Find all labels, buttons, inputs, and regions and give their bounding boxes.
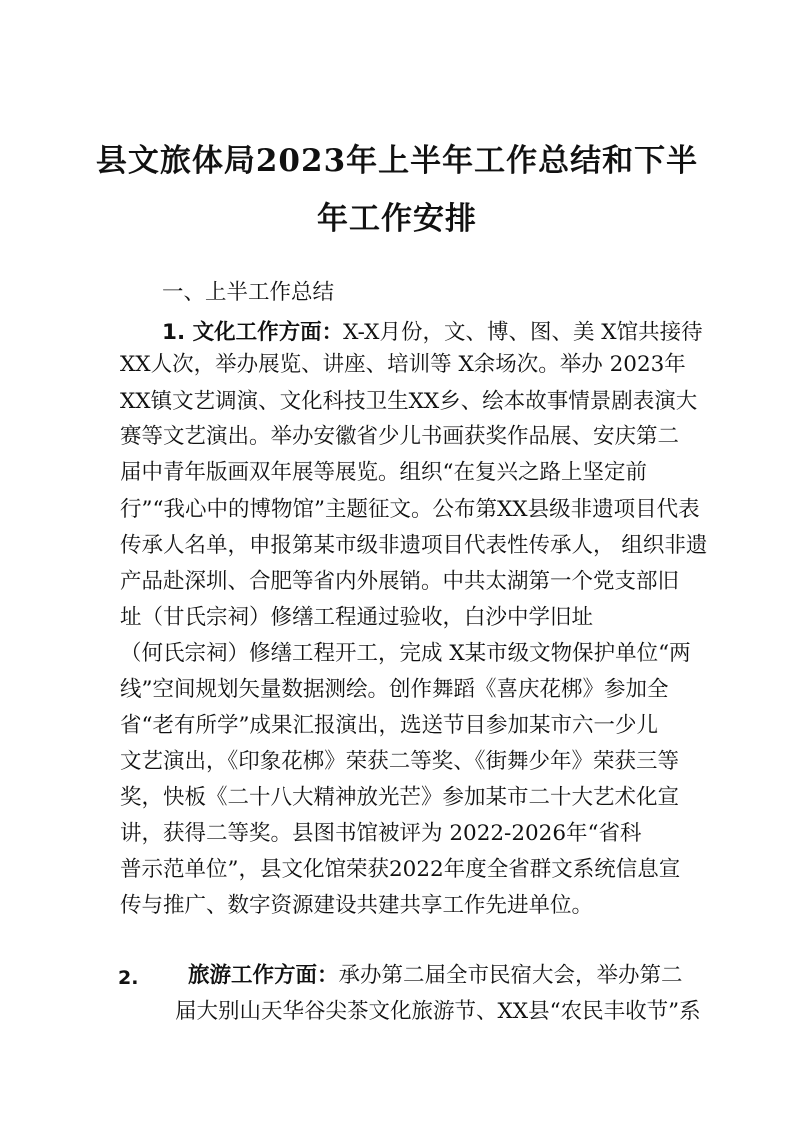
paragraph-line: XX人次，举办展览、讲座、培训等 X余场次。举办 2023年 xyxy=(120,352,686,377)
paragraph-line: 省“老有所学”成果汇报演出，选送节目参加某市六一少儿 xyxy=(120,713,658,738)
document-title-line-1: 县文旅体局2023年上半年工作总结和下半 xyxy=(95,143,699,179)
paragraph-line: 传与推广、数字资源建设共建共享工作先进单位。 xyxy=(120,893,594,918)
item2-first-line xyxy=(188,961,683,991)
item2-number: 2. xyxy=(118,967,139,989)
item1-label: 1. 文化工作方面： xyxy=(162,320,344,345)
paragraph-line: 址（甘氏宗祠）修缮工程通过验收，白沙中学旧址 xyxy=(120,605,594,630)
item1-first-line xyxy=(162,318,703,348)
section-heading: 一、上半工作总结 xyxy=(162,280,335,305)
paragraph-line: 讲，获得二等奖。县图书馆被评为 2022-2026年“省科 xyxy=(120,821,642,846)
paragraph-line: 赛等文艺演出。举办安徽省少儿书画获奖作品展、安庆第二 xyxy=(120,424,680,449)
paragraph-line: 线”空间规划矢量数据测绘。创作舞蹈《喜庆花梆》参加全 xyxy=(120,677,669,702)
paragraph-line: XX镇文艺调演、文化科技卫生XX乡、绘本故事情景剧表演大 xyxy=(120,389,698,414)
paragraph-line: 承办第二届全市民宿大会，举办第二 xyxy=(338,963,683,988)
paragraph-line: X-X月份，文、博、图、美 X馆共接待 xyxy=(343,320,703,345)
paragraph-line: 届中青年版画双年展等展览。组织“在复兴之路上坚定前 xyxy=(120,460,647,485)
document-title-line-2: 年工作安排 xyxy=(317,201,477,237)
paragraph-line: 奖，快板《二十八大精神放光芒》参加某市二十大艺术化宣 xyxy=(120,785,680,810)
paragraph-line: 产品赴深圳、合肥等省内外展销。中共太湖第一个党支部旧 xyxy=(120,569,680,594)
paragraph-line: 普示范单位”，县文化馆荣获2022年度全省群文系统信息宣 xyxy=(120,857,681,882)
paragraph-line: 届大别山天华谷尖茶文化旅游节、XX县“农民丰收节”系 xyxy=(175,999,701,1024)
paragraph-line: 文艺演出，《印象花梆》荣获二等奖、《街舞少年》荣获三等 xyxy=(120,749,680,774)
item2-label: 旅游工作方面： xyxy=(188,963,339,988)
paragraph-line: （何氏宗祠）修缮工程开工，完成 X某市级文物保护单位“两 xyxy=(120,641,691,666)
paragraph-line: 行”“我心中的博物馆”主题征文。公布第XX县级非遗项目代表 xyxy=(120,497,700,522)
paragraph-line: 传承人名单，申报第某市级非遗项目代表性传承人， 组织非遗 xyxy=(120,533,708,558)
